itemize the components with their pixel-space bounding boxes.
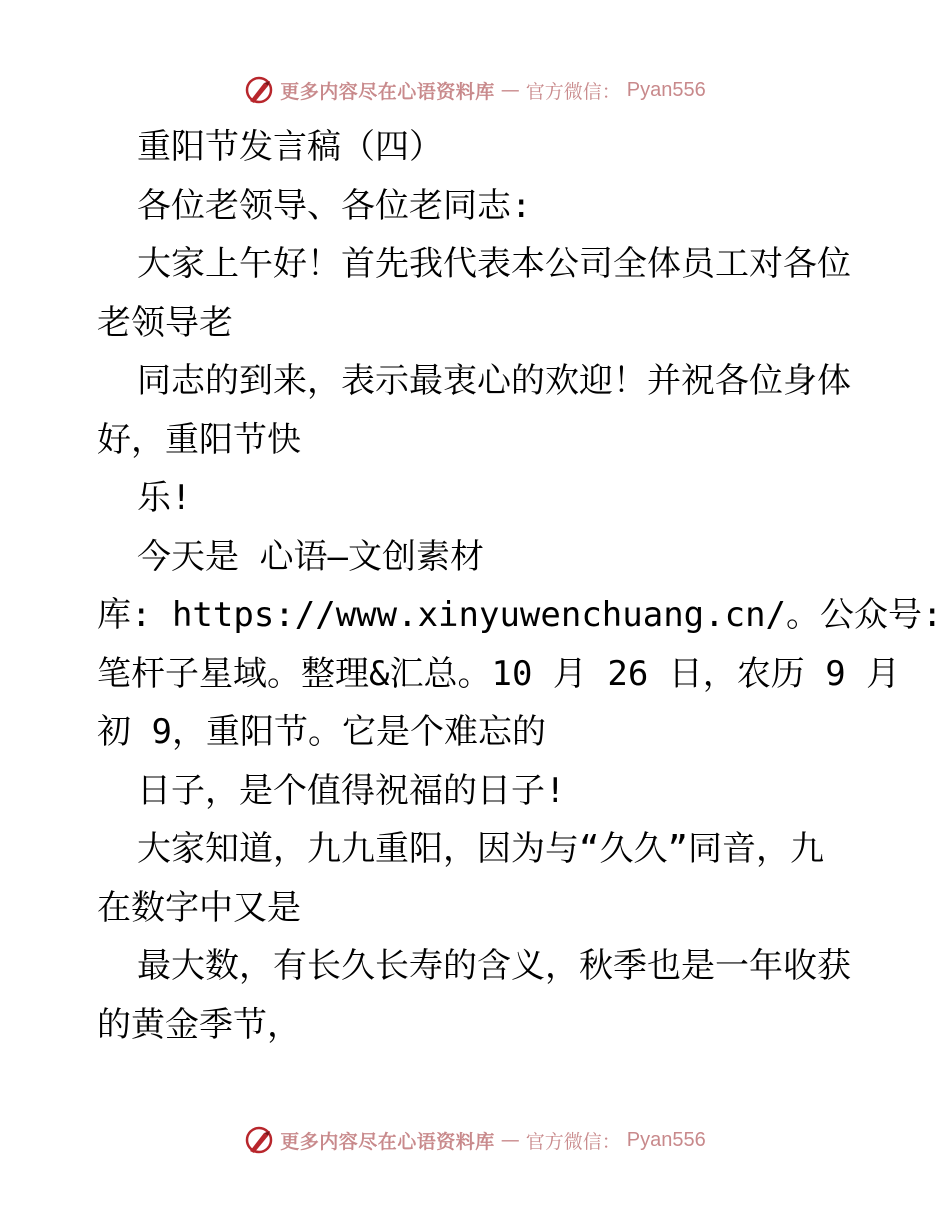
- banner-separator: —: [500, 79, 520, 101]
- paragraph-line: 老领导老: [97, 302, 233, 343]
- pen-logo-icon: [244, 75, 274, 105]
- document-title: 重阳节发言稿（四）: [137, 127, 443, 167]
- paragraph-line: 乐!: [137, 478, 192, 518]
- paragraph-line: 最大数，有长久长寿的含义，秋季也是一年收获: [137, 946, 851, 986]
- banner-wechat-id: Pyan556: [626, 78, 706, 101]
- banner-wechat-label: 官方微信：: [525, 80, 621, 103]
- footer-banner: [0, 1120, 950, 1160]
- paragraph-line: 在数字中又是: [97, 887, 301, 928]
- paragraph-line: 今天是 心语—文创素材: [137, 536, 484, 577]
- paragraph-line: 的黄金季节，: [97, 1004, 301, 1045]
- paragraph-line-url: 库: https://www.xinyuwenchuang.cn/。公众号:: [97, 595, 943, 635]
- pen-logo-icon: [244, 1125, 274, 1155]
- banner-wechat-id: Pyan556: [626, 1128, 706, 1151]
- paragraph-line: 初 9，重阳节。它是个难忘的: [97, 712, 546, 752]
- paragraph-line: 大家上午好！首先我代表本公司全体员工对各位: [137, 244, 851, 284]
- banner-wechat-label: 官方微信：: [525, 1130, 621, 1153]
- paragraph-line: 同志的到来，表示最衷心的欢迎！并祝各位身体: [137, 361, 851, 401]
- banner-brand-text: 更多内容尽在心语资料库: [280, 80, 495, 103]
- header-banner: [0, 70, 950, 110]
- document-body: [97, 118, 943, 1054]
- salutation-line: 各位老领导、各位老同志:: [137, 185, 532, 226]
- paragraph-line: 大家知道，九九重阳，因为与“久久”同音，九: [137, 829, 824, 869]
- paragraph-line: 好，重阳节快: [97, 419, 301, 460]
- paragraph-line: 笔杆子星域。整理&汇总。10 月 26 日，农历 9 月: [97, 653, 901, 694]
- banner-separator: —: [500, 1129, 520, 1151]
- banner-brand-text: 更多内容尽在心语资料库: [280, 1130, 495, 1153]
- paragraph-line: 日子，是个值得祝福的日子!: [137, 770, 566, 811]
